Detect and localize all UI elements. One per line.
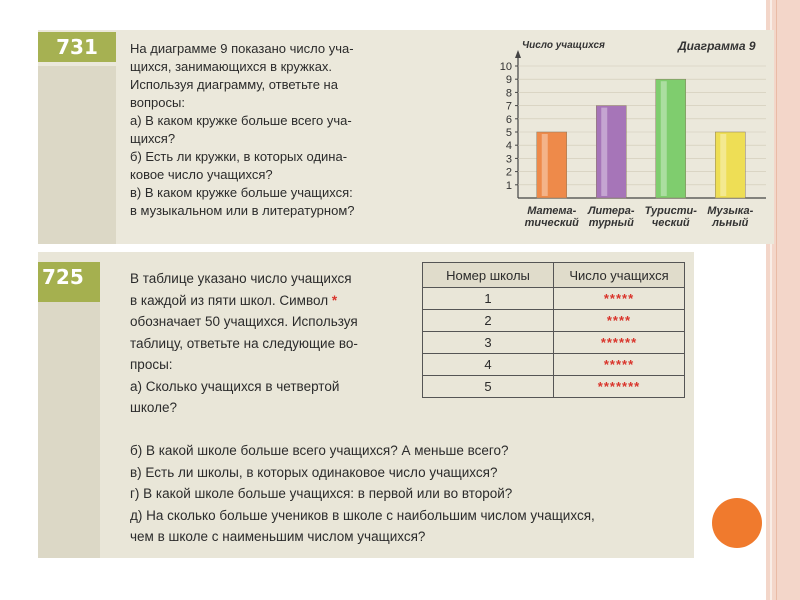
- school-stars: *****: [554, 288, 685, 310]
- category-label: турный: [588, 217, 634, 229]
- school-number: 3: [423, 332, 554, 354]
- table-row: [423, 376, 685, 398]
- table-row: [423, 288, 685, 310]
- table-header: Число учащихся: [554, 263, 685, 288]
- category-label: Матема-: [527, 205, 577, 217]
- bar-highlight: [542, 134, 548, 196]
- bar: [656, 79, 686, 198]
- text-line: щихся, занимающихся в кружках.: [130, 59, 333, 74]
- bar: [537, 132, 567, 198]
- y-tick-label: 9: [505, 74, 512, 87]
- y-tick-label: 6: [505, 113, 512, 126]
- y-tick-label: 1: [505, 179, 512, 192]
- text-line: просы:: [130, 357, 173, 372]
- text-line: б) Есть ли кружки, в которых одина-: [130, 149, 348, 164]
- text-line: чем в школе с наименьшим числом учащихся?: [130, 529, 426, 544]
- problem-725-questions: [130, 440, 730, 548]
- category-label: ческий: [651, 217, 690, 229]
- margin-stripe: [38, 302, 100, 558]
- bar-highlight: [601, 108, 607, 196]
- bar-highlight: [720, 134, 726, 196]
- problem-number-badge: 725: [38, 262, 100, 302]
- bar: [715, 132, 745, 198]
- text-line: а) В каком кружке больше всего уча-: [130, 113, 352, 128]
- y-tick-label: 10: [499, 61, 512, 73]
- text-line: Используя диаграмму, ответьте на: [130, 77, 338, 92]
- text-line: г) В какой школе больше учащихся: в первой или во второй?: [130, 486, 513, 501]
- text-line: в) Есть ли школы, в которых одинаковое число учащихся?: [130, 464, 498, 480]
- category-label: Литера-: [587, 205, 635, 217]
- problem-725-panel: [38, 252, 694, 558]
- text-line: в каждой из пяти школ. Символ *: [130, 292, 338, 308]
- problem-number-badge: 731: [38, 32, 116, 62]
- problem-731-text: [130, 40, 470, 220]
- text-line: а) Сколько учащихся в четвертой: [130, 378, 340, 394]
- text-line: На диаграмме 9 показано число уча-: [130, 41, 354, 56]
- y-tick-label: 8: [505, 87, 512, 100]
- text-line: в) В каком кружке больше учащихся:: [130, 185, 353, 200]
- y-tick-label: 5: [505, 127, 512, 139]
- table-row: [423, 310, 685, 332]
- bar: [596, 106, 626, 198]
- border-line: [776, 0, 777, 600]
- y-axis-arrow: [515, 50, 521, 58]
- school-stars: ****: [554, 310, 685, 332]
- text-line: школе?: [130, 400, 177, 415]
- table-header: Номер школы: [423, 263, 554, 288]
- y-tick-label: 2: [505, 166, 512, 179]
- school-number: 1: [423, 288, 554, 310]
- y-tick-label: 4: [505, 140, 512, 153]
- school-stars: *******: [554, 376, 685, 398]
- table-row: [423, 354, 685, 376]
- chart-ylabel: Число учащихся: [522, 40, 605, 51]
- bar-highlight: [661, 81, 667, 196]
- decorative-orange-circle: [712, 498, 762, 548]
- school-stars: ******: [554, 332, 685, 354]
- text-line: ковое число учащихся?: [130, 167, 273, 182]
- school-stars: *****: [554, 354, 685, 376]
- star-symbol: *: [331, 292, 338, 308]
- chart-title: Диаграмма 9: [678, 39, 756, 53]
- text-line: б) В какой школе больше всего учащихся? А меньше всего?: [130, 443, 509, 458]
- table-row: [423, 332, 685, 354]
- text-line: В таблице указано число учащихся: [130, 271, 352, 286]
- text-line: вопросы:: [130, 95, 185, 110]
- text-line: в музыкальном или в литературном?: [130, 203, 355, 218]
- school-number: 2: [423, 310, 554, 332]
- category-label: Туристи-: [644, 205, 697, 217]
- text-line: обозначает 50 учащихся. Используя: [130, 314, 358, 329]
- problem-725-text: [130, 268, 414, 419]
- school-number: 5: [423, 376, 554, 398]
- y-tick-label: 3: [505, 153, 512, 166]
- bar-chart: [470, 34, 770, 240]
- text-line: щихся?: [130, 131, 176, 146]
- school-number: 4: [423, 354, 554, 376]
- category-label: Музыка-: [707, 205, 754, 217]
- margin-stripe: [38, 66, 116, 244]
- text-line: таблицу, ответьте на следующие во-: [130, 335, 358, 351]
- schools-table: [422, 262, 685, 398]
- category-label: тический: [524, 217, 579, 229]
- problem-731-panel: [38, 30, 774, 244]
- category-label: льный: [712, 217, 749, 229]
- text-line: д) На сколько больше учеников в школе с наибольшим числом учащихся,: [130, 507, 595, 523]
- y-tick-label: 7: [505, 100, 512, 113]
